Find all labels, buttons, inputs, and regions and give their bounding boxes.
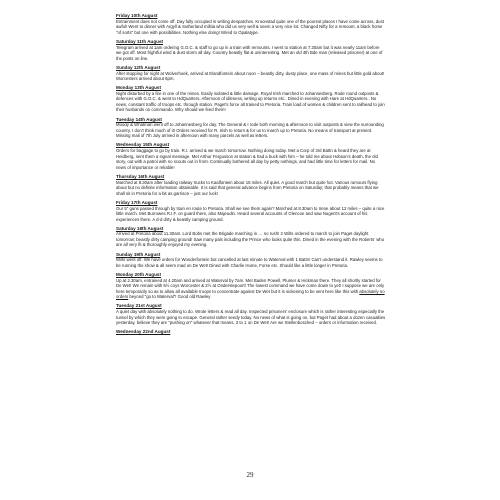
entry-text: A quiet day with absolutely nothing to do. Wrote letters & read all day. Inspected prisoners' enclosure which is rather interesting especially the tunnel by which they were going to escape. General rather seedy today. No news of what is going on, but Paget had about a dozen casualties yesterday, believe they are "pushing on" whatever that means, 3 to 1 on De Wet! Are we Stellenbosched – orders or information received. [116,309,386,326]
entry-text: Entrainment does not come off. Day fully occupied in writing despatches. Kroonstad quite one of the poorest places I have come across, dust awful! Went to dinner with Argyll & Sutherland militia who did us very well & seem a very nice lot. Changed Nifty for a remount, a black horse "of sorts" but one with possibilities. Nothing else doing! Wired to Opalatype. [116,18,384,35]
entry-text: Orders for baggage to go by train. R.I. arrived & we march tomorrow. Nothing doing today. Met a Corp of 3rd Battn & heard they are at Heidberg, sent them a signal message. Met Arthur Fergusson at station & had a buck with him – he told me about Hobson's death, the old story, out with a patrol with no scouts out in front. Continually bothered all day by petty nothings, and had little time for letters for mail. No news of importance or reliable! [116,148,378,170]
entry-text-before: Up at 2.30am, entrained at 4.20am and arrived at Waterval by 7am. Met Baden Powell, Plumer & Hickman there. They all shortly started for De Wet! We remain with 5½ coys Worcester & 2½ at Onderstepoort! The lowest command we have come down to yet! I suppose we are only here temporarily so as to allow all available troops to concentrate against De Wet but it is sickening to be sent here like this with [116,277,385,294]
entry-text-underlined: absolutely no orders [116,288,385,300]
entry-text-after: beyond "go to Waterval"! Good old Rawley [128,294,211,300]
entry-date: Sunday 12th August [116,64,161,70]
entry-text: After stopping for night at Wolverhoek, arrived at Elandfontein about noon – beastly dirty, dusty place, one mass of mines but little gold about! Worcesters arrived about 6pm. [116,70,385,82]
diary-entry [116,252,386,269]
entry-text [116,278,386,300]
entry-date: Saturday 18th August [116,225,164,231]
entry-text: Night disturbed by a fire in one of the mines. Easily isolated & little damage. Royal Irish marched to Johannesberg. Rode round outposts & defences with G.O.C. & went to HdQuarters. Afternoon of idleness, writing up returns etc.. Dined in evening with Hare at HdQuarters.. No news, constant traffic of troops etc. through station. Paget's force all trained to Pretoria. Train load of women & children sent to railhead to join their husbands on commando. Why should we feed them! [116,90,385,113]
entry-text: Marched at 8.30am after loading railway trucks to Kaalfontein about 15 miles. All quiet. A good march but quite hot. Various rumours flying about but no definite information obtainable. It is said that general advance begins from Pretoria on Saturday; that probably means that we shall sit in Pretoria for a bit as garrison – just our luck! [116,179,379,196]
diary-entry [116,174,386,196]
diary-entry [116,303,386,325]
entry-date: Friday 17th August [116,199,158,205]
page-number: 29 [246,471,254,479]
diary-entry [116,117,386,139]
entry-text: Telegram arrived at 1am ordering G.O.C. & staff to go up in a train with remounts. I went to station at 7.30am but it was nearly 11am before we got off. Most frightful wind & dust storm all day. Country beastly flat & uninteresting. Met an old 4th Bde man (released prisoner) at one of the posts on line. [116,44,383,61]
diary-entry [116,272,386,300]
diary-entry [116,329,386,335]
entry-date: Monday 13th August [116,85,162,91]
entry-text: Our 5" guns passed through by train en route to Pretoria. Shall we see them again? Marched at 8.30am to Irene about 12 miles – quite a nice little march. Met Burrowes R.I.F. on guard there, also Majeudin. Heard several accounts of Glencoe and saw Nugent's account of his experiences there. A d-d dirty & beastly camping ground. [116,205,385,222]
entry-date: Friday 10th August [116,13,158,18]
entry-date: Tuesday 14th August [116,116,162,122]
diary-entry [116,13,386,35]
entry-date: Sunday 19th August [116,251,161,257]
entry-date: Saturday 11th August [116,38,164,44]
entry-text: Wilts went off. We have orders for Wonderfontein but cancelled at last minute to Waterval with 1 Battn! Can't understand it. Rawley seems to be running the show & all seem mad on De Wet! Dined with Charlie Hume, Forse etc. Should like a little longer in Pretoria. [116,257,383,268]
diary-entry [116,39,386,61]
entry-date: Wednesday 22nd August [116,329,171,335]
diary-entry [116,200,386,222]
diary-entry [116,65,386,82]
entry-text: Arrived at Pretoria about 11.30am. Lord Bobs met the Brigade marching in … no rush! 2 Wilts ordered to march to join Paget daylight tomorrow; beastly dirty camping ground! Saw many pals including the Prince who looks quite thin. Dined in the evening with the Roberts' who are all very fit & thoroughly enjoyed my evening. [116,231,385,248]
entry-date: Wednesday 15th August [116,142,170,148]
entry-date: Thursday 16th August [116,173,165,179]
diary-entry [116,142,386,170]
diary-entry [116,85,386,113]
diary-entry [116,226,386,248]
entry-text: Moody & Whatman went off to Johannesberg for day. The General & I rode both morning & afternoon to visit outposts & view the surrounding country. I don't think much of it! Orders received for R. Irish to return & for us to march up to Pretoria. No means of transport at present. Missing mail of 7th July arrived in afternoon with many parcels as well as letters. [116,122,384,139]
entry-date: Tuesday 21st August [116,303,162,309]
entry-date: Monday 20th August [116,271,162,277]
diary-content [116,13,386,339]
